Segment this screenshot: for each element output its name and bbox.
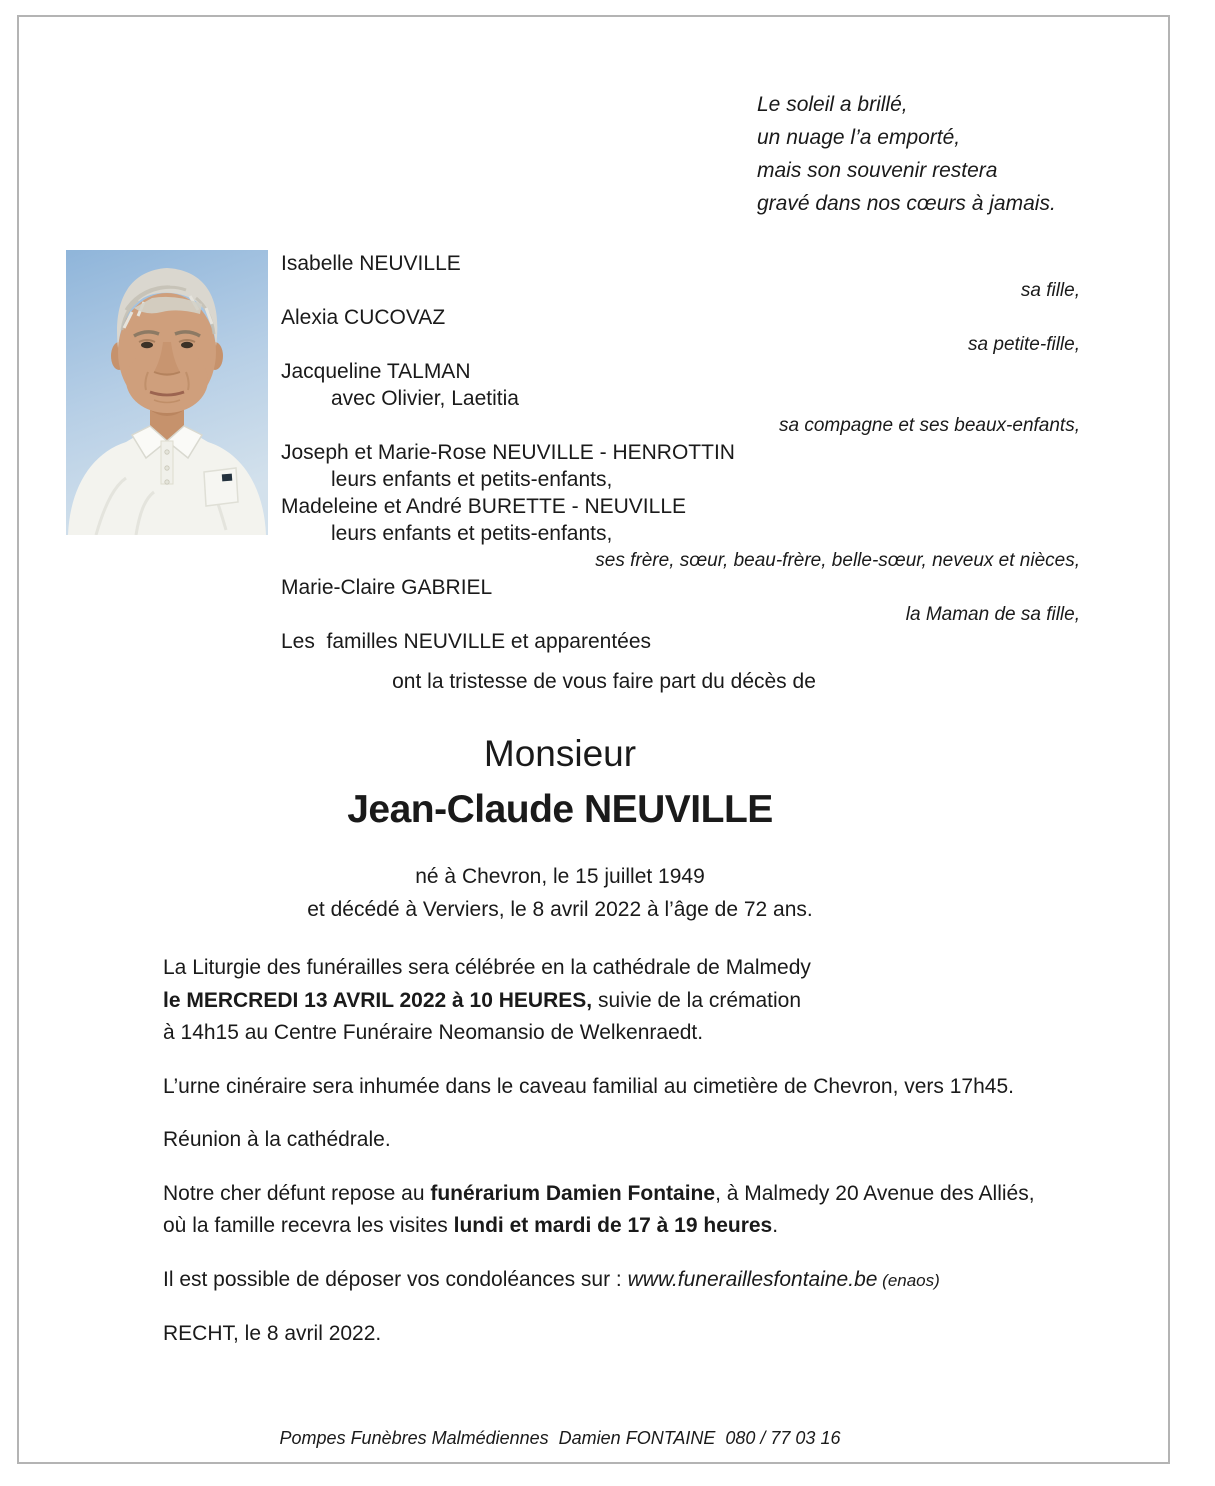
visits-pre: où la famille recevra les visites [163, 1214, 454, 1237]
funeral-home-footer: Pompes Funèbres Malmédiennes Damien FONTAINE 080 / 77 03 16 [279, 1428, 841, 1448]
reunion-text: Réunion à la cathédrale. [163, 1128, 391, 1151]
family-member-name: Les familles NEUVILLE et apparentées [281, 630, 652, 653]
place-date [163, 1318, 1103, 1351]
memorial-quote [757, 88, 1056, 220]
condolences-pre: Il est possible de déposer vos condoléances sur : [163, 1267, 628, 1291]
relation-label: sa fille, [1020, 280, 1080, 301]
memorial-quote-line: un nuage l’a emporté, [757, 126, 961, 149]
urn-paragraph [163, 1071, 1103, 1104]
family-member-detail: leurs enfants et petits-enfants, [331, 468, 613, 491]
family-member-name: Alexia CUCOVAZ [281, 306, 446, 329]
death-line: et décédé à Verviers, le 8 avril 2022 à l’âge de 72 ans. [307, 898, 813, 921]
civility-title: Monsieur [483, 733, 637, 774]
announcement-intro: ont la tristesse de vous faire part du décès de [392, 670, 816, 693]
place-date-text: RECHT, le 8 avril 2022. [163, 1322, 382, 1345]
memorial-quote-line: mais son souvenir restera [757, 159, 998, 182]
visit-hours-bold: lundi et mardi de 17 à 19 heures [453, 1214, 773, 1237]
relation-label: sa compagne et ses beaux-enfants, [778, 415, 1080, 436]
visits-post: . [772, 1214, 779, 1237]
deceased-photo [66, 250, 268, 535]
family-list [281, 250, 1080, 655]
memorial-quote-line: gravé dans nos cœurs à jamais. [757, 192, 1056, 215]
reunion-paragraph [163, 1124, 1103, 1157]
repose-paragraph [163, 1178, 1103, 1243]
liturgy-line2-rest: suivie de la crémation [592, 988, 802, 1012]
liturgy-line3: à 14h15 au Centre Funéraire Neomansio de Welkenraedt. [163, 1021, 704, 1044]
liturgy-date-bold: le MERCREDI 13 AVRIL 2022 à 10 HEURES, [163, 988, 593, 1012]
relation-label: ses frère, sœur, beau-frère, belle-sœur, neveux et nièces, [595, 550, 1080, 571]
urn-text: L’urne cinéraire sera inhumée dans le caveau familial au cimetière de Chevron, vers 17h45. [163, 1074, 1014, 1098]
family-member-name: Marie-Claire GABRIEL [281, 576, 493, 599]
repose-pre: Notre cher défunt repose au [163, 1181, 431, 1205]
birth-line: né à Chevron, le 15 juillet 1949 [415, 865, 705, 888]
relation-label: la Maman de sa fille, [905, 604, 1080, 625]
liturgy-paragraph [163, 952, 1103, 1050]
birth-death-block [165, 860, 955, 926]
deceased-name: Jean-Claude NEUVILLE [347, 788, 773, 831]
funeral-home-bold: funérarium Damien Fontaine [430, 1181, 716, 1205]
website-link: www.funeraillesfontaine.be [627, 1267, 878, 1291]
repose-post: , à Malmedy 20 Avenue des Alliés, [715, 1181, 1035, 1205]
family-member-detail: avec Olivier, Laetitia [331, 387, 519, 410]
memorial-quote-line: Le soleil a brillé, [757, 93, 908, 116]
family-member-name: Jacqueline TALMAN [281, 360, 471, 383]
relation-label: sa petite-fille, [968, 334, 1080, 355]
enaos-note: (enaos) [877, 1270, 940, 1290]
liturgy-line1: La Liturgie des funérailles sera célébrée en la cathédrale de Malmedy [163, 956, 811, 979]
family-member-detail: leurs enfants et petits-enfants, [331, 522, 613, 545]
family-member-name: Isabelle NEUVILLE [281, 252, 461, 275]
condolences-paragraph [163, 1264, 1103, 1298]
family-member-name: Joseph et Marie-Rose NEUVILLE - HENROTTIN [281, 441, 735, 464]
ceremony-details [163, 952, 1103, 1372]
family-member-name: Madeleine et André BURETTE - NEUVILLE [281, 495, 687, 518]
